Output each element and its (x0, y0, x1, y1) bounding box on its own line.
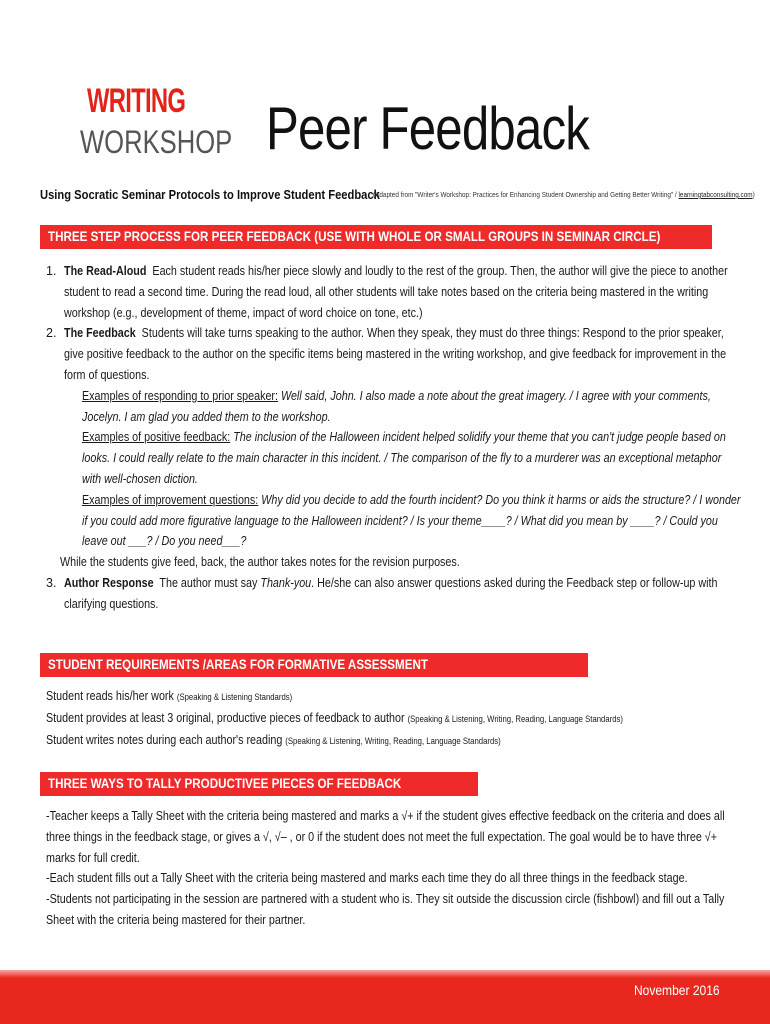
example-label: Examples of responding to prior speaker: (82, 388, 278, 403)
three-step-list (40, 261, 741, 615)
citation-text: (Adapted from "Writer's Workshop: Practices for Enhancing Student Ownership and Getting Better Writing" / (373, 190, 679, 199)
tally-line: Sheet with the criteria being mastered for their partner. (46, 912, 306, 927)
requirement-standards: (Speaking & Listening Standards) (176, 692, 293, 702)
section-heading-three-step: THREE STEP PROCESS FOR PEER FEEDBACK (USE WITH WHOLE OR SMALL GROUPS IN SEMINAR CIRCLE) (48, 229, 661, 244)
example-label: Examples of positive feedback: (82, 430, 231, 445)
example-text: looks. I could really relate to the main character in this incident. / The comparison of the fly to a murderer was an exceptional metaphor (82, 451, 722, 466)
example-text: The inclusion of the Halloween incident helped solidify your theme that you can't judge people based on (230, 430, 726, 445)
item-line: Each student reads his/her piece slowly and loudly to the rest of the group. Then, the author will give the piece to another (152, 264, 728, 278)
item-title: Author Response (64, 575, 154, 590)
requirement-text: Student writes notes during each author's reading (46, 732, 283, 747)
footer-fade (0, 970, 770, 978)
example-improvement (40, 490, 741, 511)
section-banner-three-step (40, 225, 712, 249)
list-item-author-response (40, 573, 730, 615)
requirement-item (46, 730, 736, 752)
subtitle (40, 186, 760, 204)
example-text: Well said, John. I also made a note about the great imagery. / I agree with your comments, (277, 388, 711, 403)
subtitle-citation (373, 190, 755, 199)
example-positive (40, 427, 730, 448)
example-text: Why did you decide to add the fourth incident? Do you think it harms or aids the structure? / I wonder (258, 492, 741, 507)
citation-link[interactable]: learningtabconsulting.com (678, 190, 753, 199)
footer-date: November 2016 (634, 982, 720, 998)
writing-workshop-logo (66, 82, 233, 160)
requirement-standards: (Speaking & Listening, Writing, Reading, Language Standards) (407, 713, 623, 724)
tally-line: -Students not participating in the session are partnered with a student who is. They sit outside the discussion circle (fishbowl) and fill out a Tally (46, 892, 725, 907)
item-line: . He/she can also answer questions asked during the Feedback step or follow-up with (311, 575, 718, 590)
item-title: The Feedback (64, 326, 136, 341)
item-line: workshop (e.g., development of theme, impact of word choice on tone, etc.) (64, 305, 423, 320)
logo-workshop-text: WORKSHOP (80, 124, 233, 160)
author-notes-line (40, 552, 730, 573)
requirement-item (46, 686, 736, 708)
requirements-list (40, 686, 736, 751)
item-line: student to read a second time. During the read loud, all other students will take notes based on the criteria being mastered in the writing (64, 284, 709, 299)
page-title: Peer Feedback (266, 95, 590, 162)
example-responding (40, 386, 730, 407)
requirement-text: Student provides at least 3 original, productive pieces of feedback to author (46, 710, 405, 725)
requirement-item (46, 708, 736, 730)
tally-line: -Each student fills out a Tally Sheet with the criteria being mastered and marks each time they do all three things in the feedback stage. (46, 871, 688, 886)
section-banner-requirements (40, 653, 588, 677)
item-line: The author must say (159, 575, 261, 590)
list-item-read-aloud (40, 261, 730, 323)
list-item-feedback (40, 323, 741, 552)
item-line: clarifying questions. (64, 596, 159, 611)
section-banner-tally (40, 772, 478, 796)
tally-line: marks for full credit. (46, 850, 140, 865)
tally-methods (40, 806, 736, 931)
requirement-standards: (Speaking & Listening, Writing, Reading, Language Standards) (285, 735, 501, 746)
example-label: Examples of improvement questions: (82, 492, 259, 507)
item-title: The Read-Aloud (64, 264, 147, 278)
requirement-text: Student reads his/her work (46, 689, 174, 703)
note-text: While the students give feed, back, the author takes notes for the revision purposes. (60, 555, 460, 570)
item-line: form of questions. (64, 367, 150, 382)
tally-line: three things in the feedback stage, or gives a √, √– , or 0 if the student does not meet the full expectation. The goal would be to have three √+ (46, 829, 717, 844)
tally-line: -Teacher keeps a Tally Sheet with the criteria being mastered and marks a √+ if the student gives effective feedback on the criteria and does all (46, 809, 725, 823)
list-number: 2. (46, 326, 57, 341)
item-emphasis: Thank-you (260, 575, 312, 590)
list-number: 1. (46, 264, 57, 278)
example-text: if you could add more figurative language to the Halloween incident? / Is your theme____? / What did you mean by ____? / Could you (82, 513, 718, 528)
logo-writing-text: WRITING (87, 82, 186, 120)
section-heading-tally: THREE WAYS TO TALLY PRODUCTIVEE PIECES OF FEEDBACK (48, 776, 402, 791)
list-number: 3. (46, 575, 57, 590)
example-text: with well-chosen diction. (82, 471, 198, 486)
item-line: give positive feedback to the author on the specific items being mastered in the writing workshop, and give feedback for improvement in the (64, 347, 727, 362)
example-text: leave out ___? / Do you need___? (82, 534, 247, 549)
citation-close: ) (752, 190, 755, 199)
subtitle-main: Using Socratic Seminar Protocols to Improve Student Feedback (40, 187, 380, 202)
item-line: Students will take turns speaking to the author. When they speak, they must do three things: Respond to the prior speaker, (141, 326, 724, 341)
section-heading-requirements: STUDENT REQUIREMENTS /AREAS FOR FORMATIVE ASSESSMENT (48, 657, 428, 672)
example-text: Jocelyn. I am glad you added them to the workshop. (82, 409, 331, 424)
